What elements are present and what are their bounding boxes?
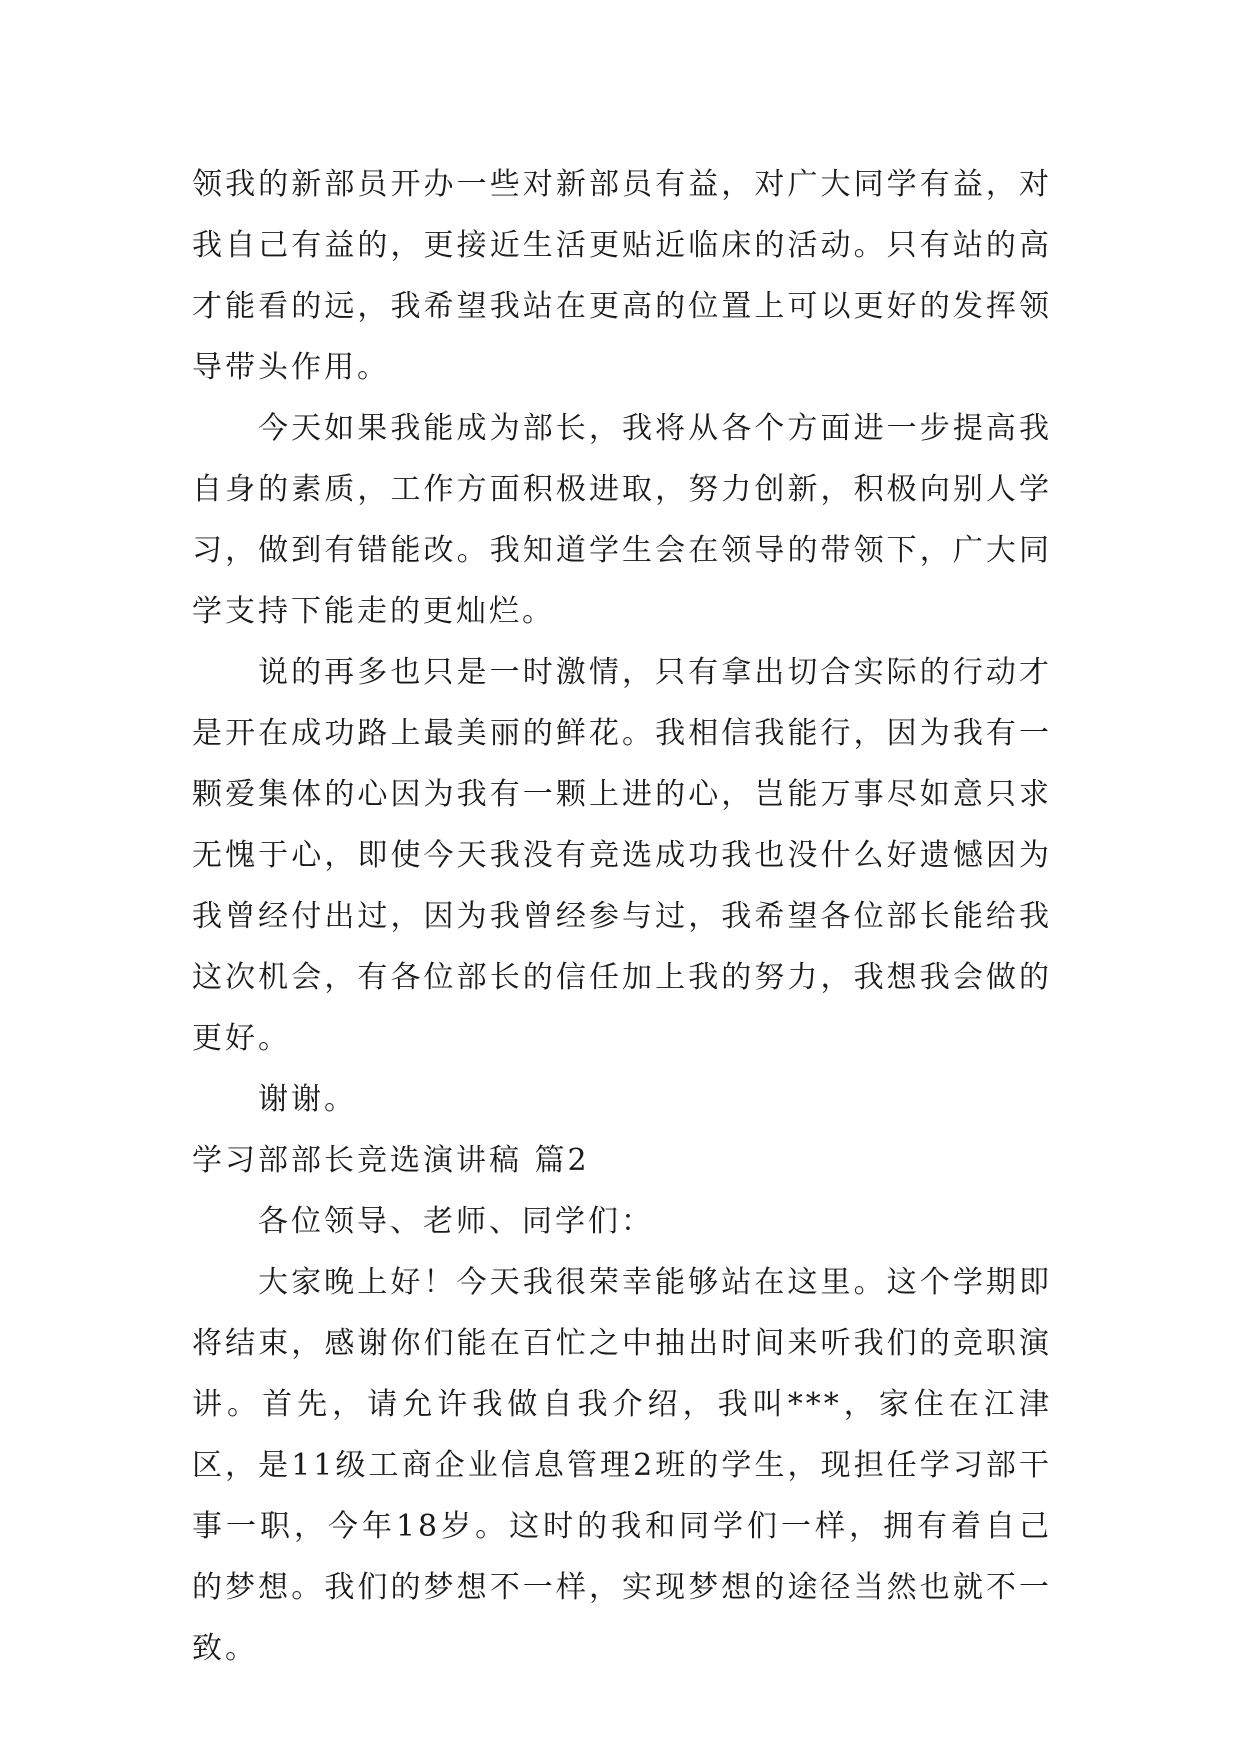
- paragraph-continuation: 领我的新部员开办一些对新部员有益，对广大同学有益，对我自己有益的，更接近生活更贴近临床的活动。只有站的高才能看的远，我希望我站在更高的位置上可以更好的发挥领导带头作用。: [192, 167, 1052, 385]
- paragraph-introduction: 大家晚上好！今天我很荣幸能够站在这里。这个学期即将结束，感谢你们能在百忙之中抽出时间来听我们的竞职演讲。首先，请允许我做自我介绍，我叫***，家住在江津区，是11级工商企业信息管理2班的学生，现担任学习部干事一职，今年18岁。这时的我和同学们一样，拥有着自己的梦想。我们的梦想不一样，实现梦想的途径当然也就不一致。: [192, 1265, 1052, 1666]
- greeting: 各位领导、老师、同学们：: [258, 1204, 654, 1239]
- paragraph-thanks: 谢谢。: [258, 1082, 357, 1117]
- paragraph-become-minister: 今天如果我能成为部长，我将从各个方面进一步提高我自身的素质，工作方面积极进取，努力创新，积极向别人学习，做到有错能改。我知道学生会在领导的带领下，广大同学支持下能走的更灿烂。: [192, 411, 1052, 629]
- document-body: [192, 154, 1052, 1679]
- paragraph-action: 说的再多也只是一时激情，只有拿出切合实际的行动才是开在成功路上最美丽的鲜花。我相信我能行，因为我有一颗爱集体的心因为我有一颗上进的心，岂能万事尽如意只求无愧于心，即使今天我没有竞选成功我也没什么好遗憾因为我曾经付出过，因为我曾经参与过，我希望各位部长能给我这次机会，有各位部长的信任加上我的努力，我想我会做的更好。: [192, 655, 1052, 1056]
- section-title: 学习部部长竞选演讲稿 篇2: [192, 1143, 590, 1178]
